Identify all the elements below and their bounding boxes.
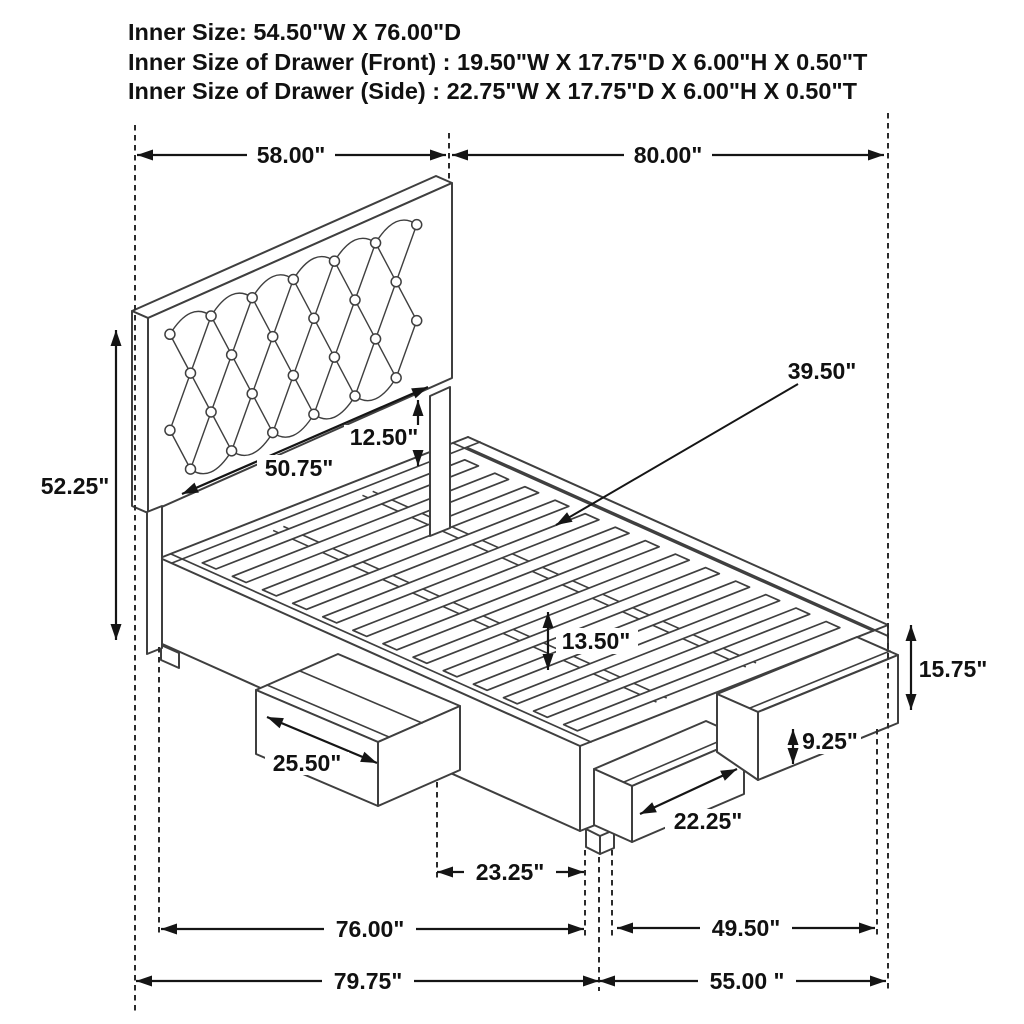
dim-label-headboard-height: 52.25": [40, 473, 110, 499]
dim-label-rail-inner-height: 13.50": [561, 628, 631, 654]
drawer-front-size-title: Inner Size of Drawer (Front) : 19.50"W X 17.75"D X 6.00"H X 0.50"T: [128, 49, 868, 75]
dim-label-headboard-width: 58.00": [256, 142, 326, 168]
dim-label-side-drawer-width: 25.50": [272, 750, 342, 776]
dim-label-front-drawer-width: 22.25": [673, 808, 743, 834]
bed-art: [132, 176, 898, 854]
dim-label-frame-height: 15.75": [918, 656, 988, 682]
dim-label-slat-length: 39.50": [787, 358, 857, 384]
text-labels: [41, 19, 987, 994]
drawer-side-size-title: Inner Size of Drawer (Side) : 22.75"W X 17.75"D X 6.00"H X 0.50"T: [128, 78, 857, 104]
inner-size-title: Inner Size: 54.50"W X 76.00"D: [128, 19, 462, 45]
dim-label-overall-width: 55.00 ": [709, 968, 785, 994]
dim-label-frame-length: 80.00": [633, 142, 703, 168]
dim-label-headboard-panel-width: 50.75": [264, 455, 334, 481]
dim-label-leg-spacing: 23.25": [475, 859, 545, 885]
dim-label-headboard-clearance: 12.50": [349, 424, 419, 450]
dim-label-front-span: 49.50": [711, 915, 781, 941]
dim-label-inner-length: 76.00": [335, 916, 405, 942]
dim-label-overall-length: 79.75": [333, 968, 403, 994]
dim-label-drawer-front-height: 9.25": [802, 728, 858, 754]
